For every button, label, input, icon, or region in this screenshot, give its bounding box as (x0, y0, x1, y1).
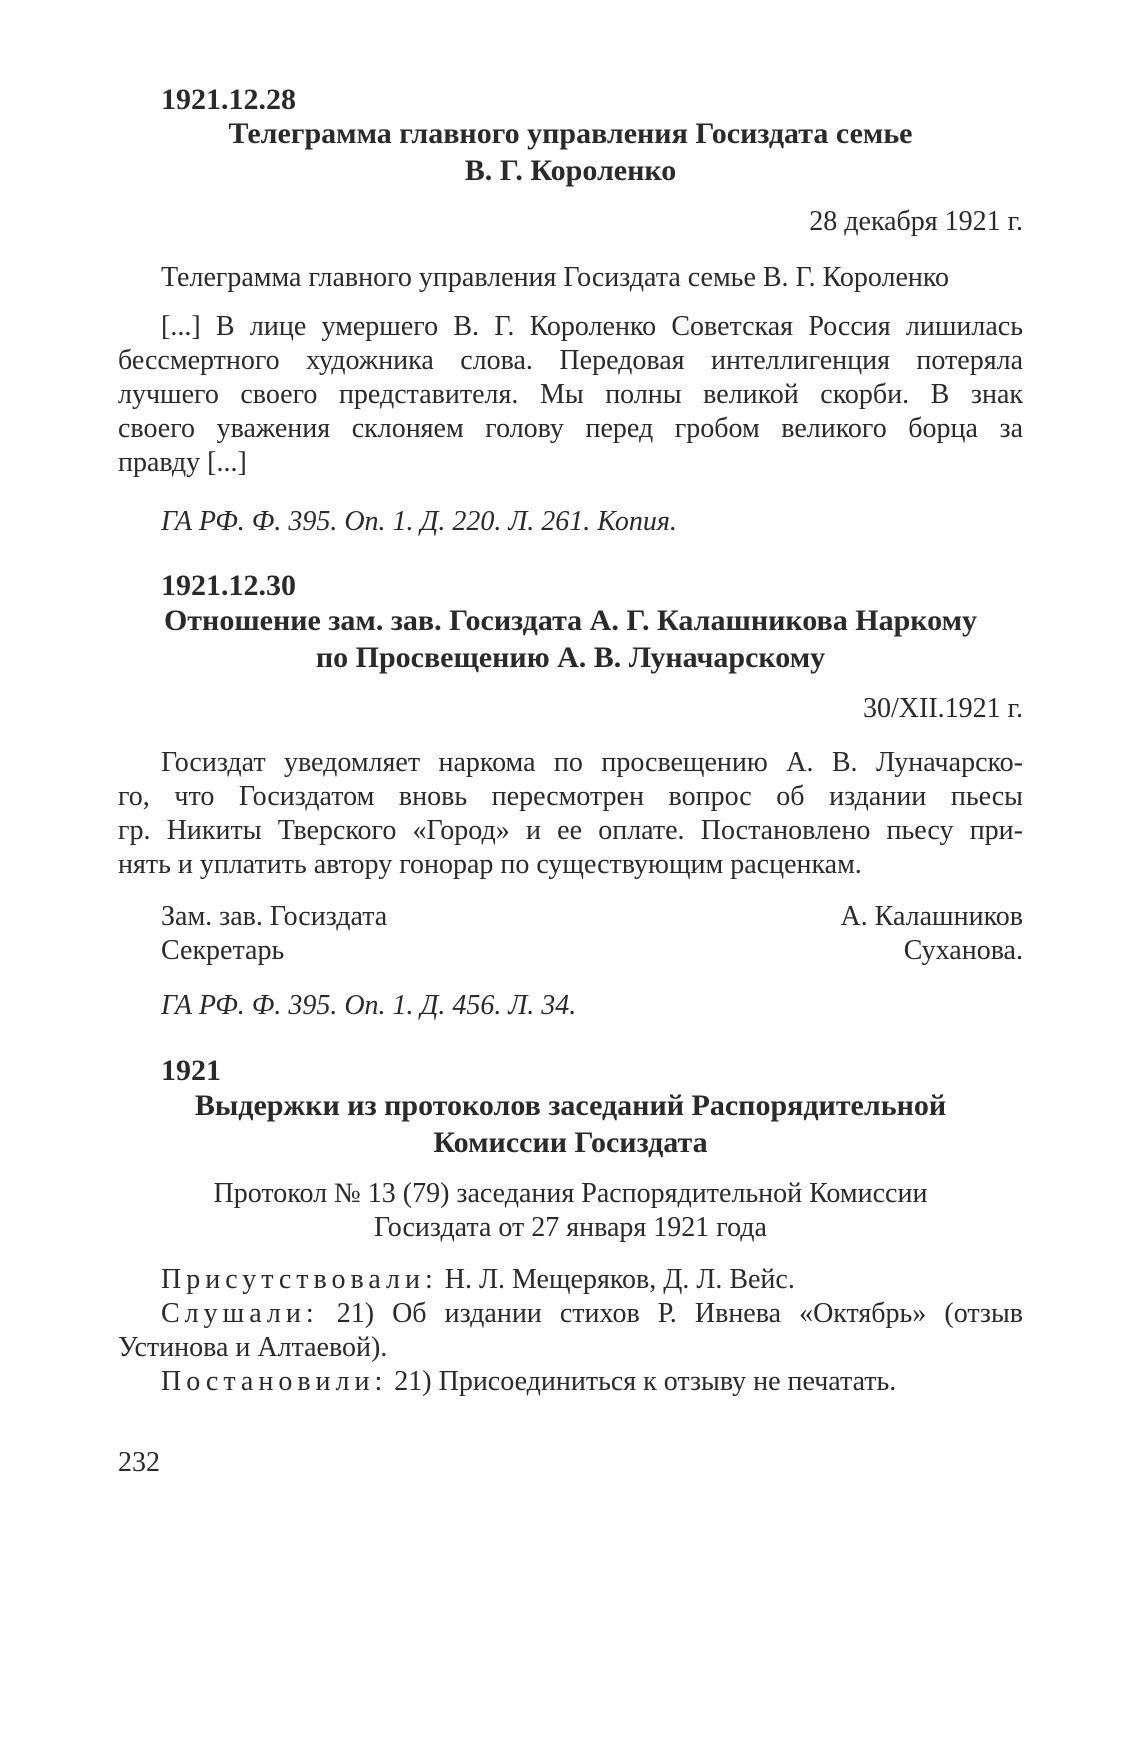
doc1-body-line-4: своего уважения склоняем голову перед гробом великого борца за (118, 413, 1023, 444)
doc1-title-line-2: В. Г. Короленко (464, 154, 677, 187)
doc2-body-line-4: нять и уплатить автору гонорар по существующим расценкам. (118, 849, 862, 880)
doc1-body-line-3: лучшего своего представителя. Мы полны великой скорби. В знак (118, 379, 1023, 410)
doc2-title-line-1: Отношение зам. зав. Госиздата А. Г. Калашникова Наркому (163, 604, 978, 637)
doc1-body-line-5: правду [...] (118, 447, 247, 478)
doc2-signature-name-2: Суханова. (903, 935, 1023, 966)
doc2-signature-name-1: А. Калашников (840, 901, 1023, 932)
doc3-title-line-1: Выдержки из протоколов заседаний Распорядительной (194, 1089, 947, 1122)
doc1-subtitle: Телеграмма главного управления Госиздата семье В. Г. Короленко (161, 262, 950, 293)
doc1-archive-source: ГА РФ. Ф. 395. Оп. 1. Д. 220. Л. 261. Копия. (161, 506, 677, 537)
doc2-body-line-3: гр. Никиты Тверского «Город» и ее оплате. Постановлено пьесу при- (118, 815, 1023, 846)
doc3-resolved-row (161, 1364, 1023, 1400)
doc1-dateline: 28 декабря 1921 г. (809, 206, 1023, 237)
doc2-signature-position-2: Секретарь (161, 935, 285, 966)
page-number: 232 (118, 1447, 160, 1478)
doc2-dateline: 30/XII.1921 г. (863, 693, 1023, 724)
doc3-resolved-label: Постановили: (161, 1366, 388, 1397)
document-page (118, 0, 1023, 1760)
doc3-title-line-2: Комиссии Госиздата (433, 1126, 708, 1159)
doc3-heard-row (161, 1296, 1023, 1332)
doc3-heard-text-2: Устинова и Алтаевой). (118, 1332, 388, 1363)
doc3-date: 1921 (161, 1054, 221, 1087)
doc3-present-label: Присутствовали: (161, 1264, 438, 1295)
doc3-protocol-line-1: Протокол № 13 (79) заседания Распорядительной Комиссии (213, 1178, 928, 1209)
doc2-body-line-1: Госиздат уведомляет наркома по просвещению А. В. Луначарско- (161, 747, 1023, 778)
doc1-body-line-1: [...] В лице умершего В. Г. Короленко Советская Россия лишилась (161, 311, 1023, 342)
doc3-present-row (161, 1262, 1023, 1298)
doc3-present-text: Н. Л. Мещеряков, Д. Л. Вейс. (437, 1264, 795, 1295)
doc3-protocol-line-2: Госиздата от 27 января 1921 года (374, 1212, 767, 1243)
doc2-archive-source: ГА РФ. Ф. 395. Оп. 1. Д. 456. Л. 34. (161, 990, 577, 1021)
doc1-title (118, 115, 1023, 189)
doc2-body-line-2: го, что Госиздатом вновь пересмотрен вопрос об издании пьесы (118, 781, 1023, 812)
doc3-heard-text-1: 21) Об издании стихов Р. Ивнева «Октябрь» (отзыв (318, 1298, 1023, 1329)
doc3-title (118, 1087, 1023, 1161)
doc2-signature-position-1: Зам. зав. Госиздата (161, 901, 388, 932)
doc2-date: 1921.12.30 (161, 569, 296, 602)
doc3-resolved-text: 21) Присоединиться к отзыву не печатать. (387, 1366, 897, 1397)
doc3-heard-label: Слушали: (161, 1298, 319, 1329)
doc2-title (118, 602, 1023, 676)
doc1-title-line-1: Телеграмма главного управления Госиздата семье (228, 117, 913, 150)
doc1-body-line-2: бессмертного художника слова. Передовая интеллигенция потеряла (118, 345, 1023, 376)
doc1-date: 1921.12.28 (161, 83, 296, 116)
doc2-title-line-2: по Просвещению А. В. Луначарскому (315, 641, 826, 674)
